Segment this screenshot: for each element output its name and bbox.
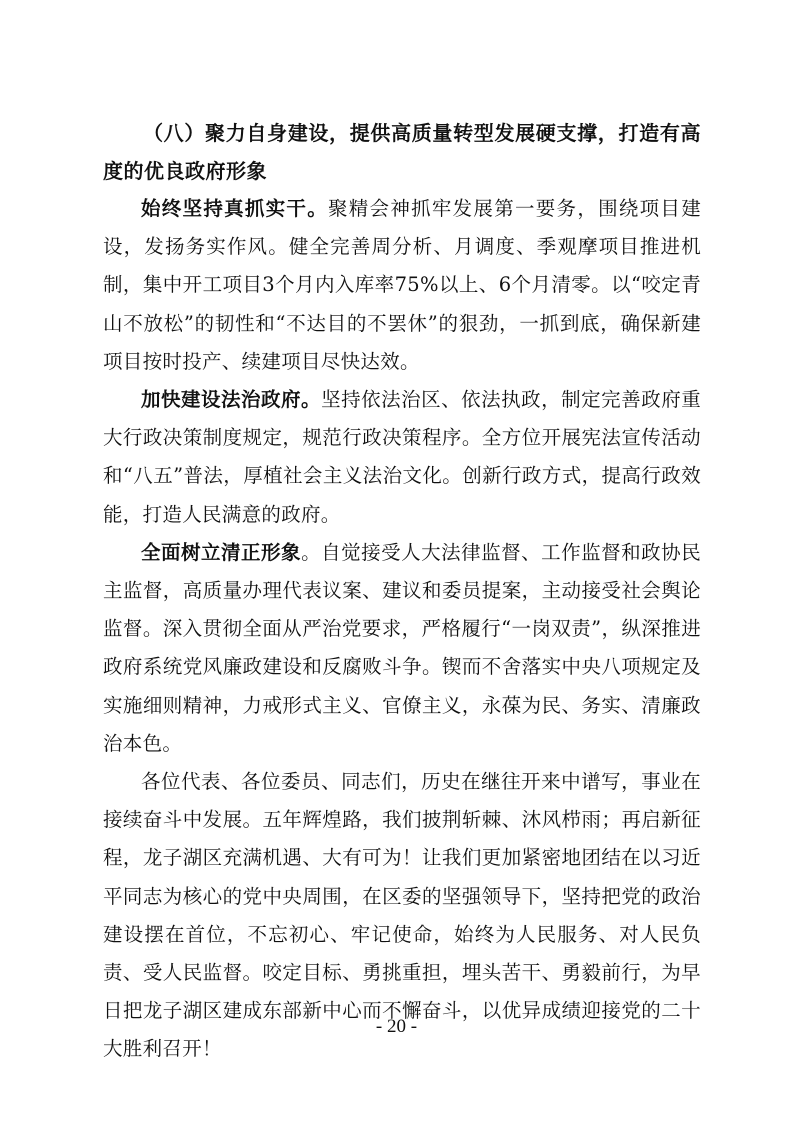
paragraph-text: 聚精会神抓牢发展第一要务，围绕项目建设，发扬务实作风。健全完善周分析、月调度、季观摩项目推进机制，集中开工项目3个月内入库率75%以上、6个月清零。以“咬定青山不放松”的韧性和“不达目的不罢休”的狠劲，一抓到底，确保新建项目按时投产、续建项目尽快达效。 [103, 197, 702, 373]
paragraph-lead: 始终坚持真抓实干。 [141, 197, 328, 220]
paragraph-lead: 加快建设法治政府。 [141, 388, 322, 412]
paragraph-rule-of-law [103, 381, 701, 534]
page-number: - 20 - [375, 1016, 418, 1037]
paragraph-pragmatism [103, 190, 701, 381]
paragraph-lead: 全面树立清正形象 [141, 540, 302, 564]
paragraph-clean-image [103, 534, 701, 763]
paragraph-text: 。自觉接受人大法律监督、工作监督和政协民主监督，高质量办理代表议案、建议和委员提案，主动接受社会舆论监督。深入贯彻全面从严治党要求，严格履行“一岗双责”，纵深推进政府系统党风廉政建设和反腐败斗争。锲而不舍落实中央八项规定及实施细则精神，力戒形式主义、官僚主义，永葆为民、务实、清廉政治本色。 [103, 540, 701, 755]
paragraph-text: 各位代表、各位委员、同志们，历史在继往开来中谱写，事业在接续奋斗中发展。五年辉煌路，我们披荆斩棘、沐风栉雨；再启新征程，龙子湖区充满机遇、大有可为！让我们更加紧密地团结在以习近平同志为核心的党中央周围，在区委的坚强领导下，坚持把党的政治建设摆在首位，不忘初心、牢记使命，始终为人民服务、对人民负责、受人民监督。咬定目标、勇挑重担，埋头苦干、勇毅前行，为早日把龙子湖区建成东部新中心而不懈奋斗，以优异成绩迎接党的二十大胜利召开！ [103, 770, 701, 1061]
section-heading: （八）聚力自身建设，提供高质量转型发展硬支撑，打造有高度的优良政府形象 [103, 121, 701, 183]
document-body [103, 114, 701, 1069]
paragraph-text: 坚持依法治区、依法执政，制定完善政府重大行政决策制度规定，规范行政决策程序。全方位开展宪法宣传活动和“八五”普法，厚植社会主义法治文化。创新行政方式，提高行政效能，打造人民满意的政府。 [103, 388, 702, 526]
